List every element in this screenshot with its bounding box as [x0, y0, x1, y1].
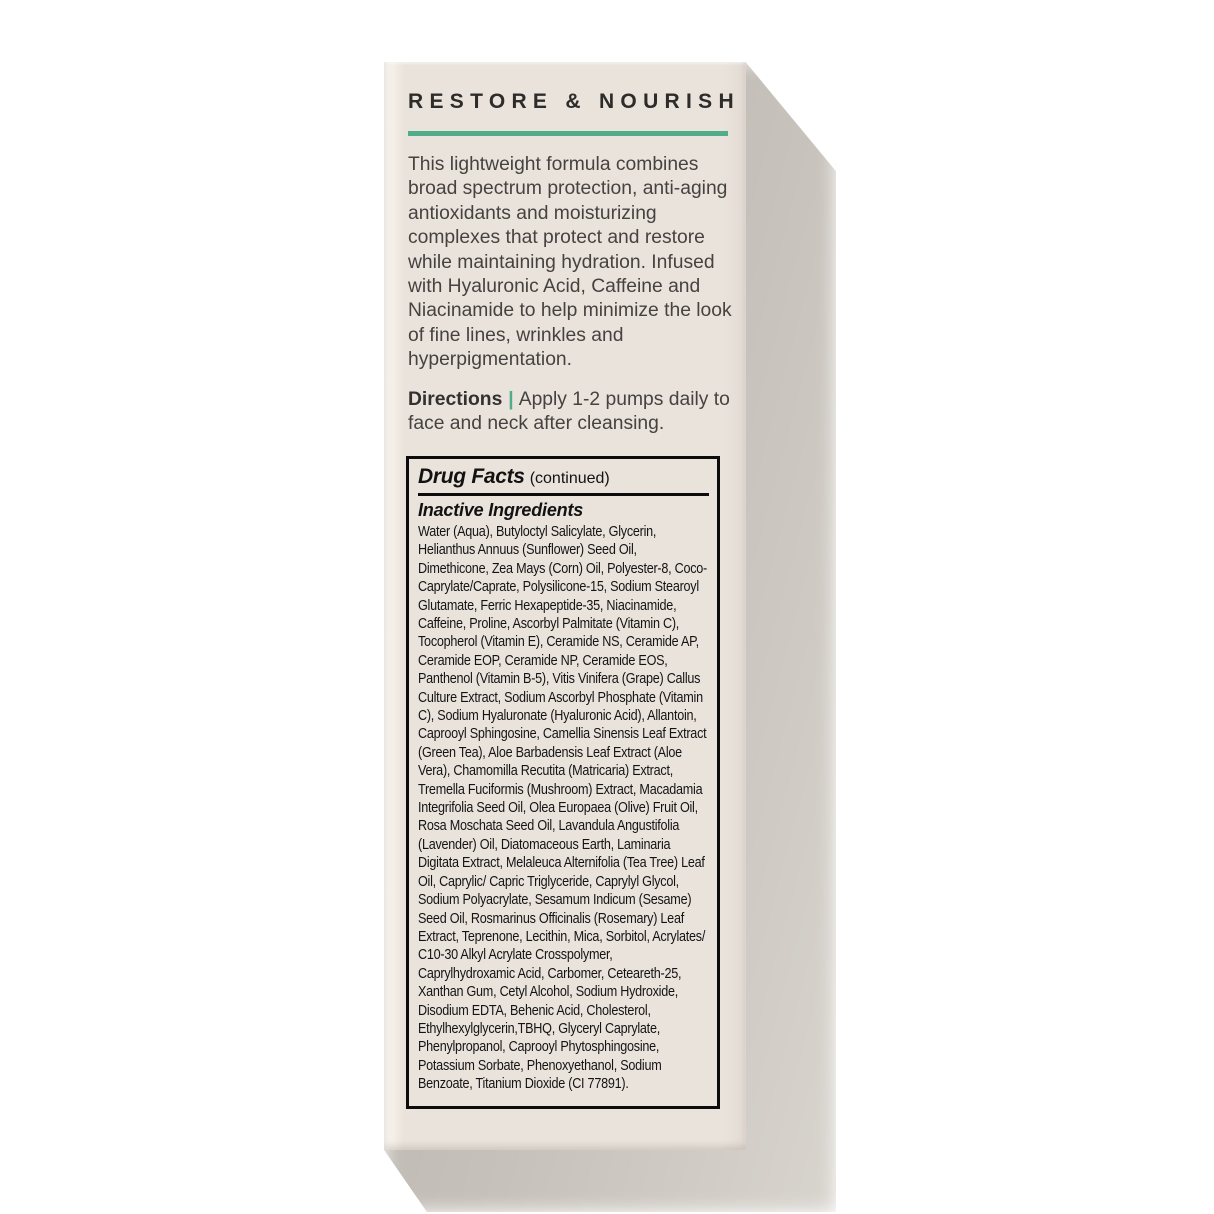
product-box-back-panel [384, 62, 746, 1150]
drug-facts-continued-note: (continued) [529, 470, 610, 488]
inactive-ingredients-heading: Inactive Ingredients [418, 499, 584, 520]
drug-facts-box [406, 456, 720, 1108]
directions-separator-bar: | [508, 388, 514, 410]
drug-facts-title: Drug Facts [418, 465, 525, 489]
inactive-ingredients-text: Water (Aqua), Butyloctyl Salicylate, Glycerin, Helianthus Annuus (Sunflower) Seed Oil, Dimethicone, Zea Mays (Corn) Oil, Polyester-8, Coco-Caprylate/Caprate, Polysilicone-15, Sodium Stearoyl Glutamate, Ferric Hexapeptide-35, Niacinamide, Caffeine, Proline, Ascorbyl Palmitate (Vitamin C), Tocopherol (Vitamin E), Ceramide NS, Ceramide AP, Ceramide EOP, Ceramide NP, Ceramide EOS, Panthenol (Vitamin B-5), Vitis Vinifera (Grape) Callus Culture Extract, Sodium Ascorbyl Phosphate (Vitamin C), Sodium Hyaluronate (Hyaluronic Acid), Allantoin, Caprooyl Sphingosine, Camellia Sinensis Leaf Extract (Green Tea), Aloe Barbadensis Leaf Extract (Aloe Vera), Chamomilla Recutita (Matricaria) Extract, Tremella Fuciformis (Mushroom) Extract, Macadamia Integrifolia Seed Oil, Olea Europaea (Olive) Fruit Oil, Rosa Moschata Seed Oil, Lavandula Angustifolia (Lavender) Oil, Diatomaceous Earth, Laminaria Digitata Extract, Melaleuca Alternifolia (Tea Tree) Leaf Oil, Caprylic/ Capric Triglyceride, Caprylyl Glycol, Sodium Polyacrylate, Sesamum Indicum (Sesame) Seed Oil, Rosmarinus Officinalis (Rosemary) Leaf Extract, Teprenone, Lecithin, Mica, Sorbitol, Acrylates/ C10-30 Alkyl Acrylate Crosspolymer, Caprylhydroxamic Acid, Carbomer, Ceteareth-25, Xanthan Gum, Cetyl Alcohol, Sodium Hydroxide, Disodium EDTA, Behenic Acid, Cholesterol, Ethylhexylglycerin,TBHQ, Glyceryl Caprylate, Phenylpropanol, Caprooyl Phytosphingosine, Potassium Sorbate, Phenoxyethanol, Sodium Benzoate, Titanium Dioxide (CI 77891). [418, 523, 708, 1093]
panel-content [408, 90, 740, 1109]
product-description: This lightweight formula combines broad spectrum protection, anti-aging antioxidants and moisturizing complexes that protect and restore while maintaining hydration. Infused with Hyaluronic Acid, Caffeine and Niacinamide to help minimize the look of fine lines, wrinkles and hyperpigmentation. [408, 154, 732, 371]
drug-facts-header [418, 465, 709, 489]
directions-label: Directions [408, 388, 503, 410]
drug-facts-divider [418, 493, 709, 496]
panel-title: RESTORE & NOURISH [408, 90, 740, 113]
directions-text: Apply 1-2 pumps daily to face and neck after cleansing. [408, 388, 730, 435]
directions-row [408, 388, 734, 437]
accent-underline [408, 131, 728, 136]
